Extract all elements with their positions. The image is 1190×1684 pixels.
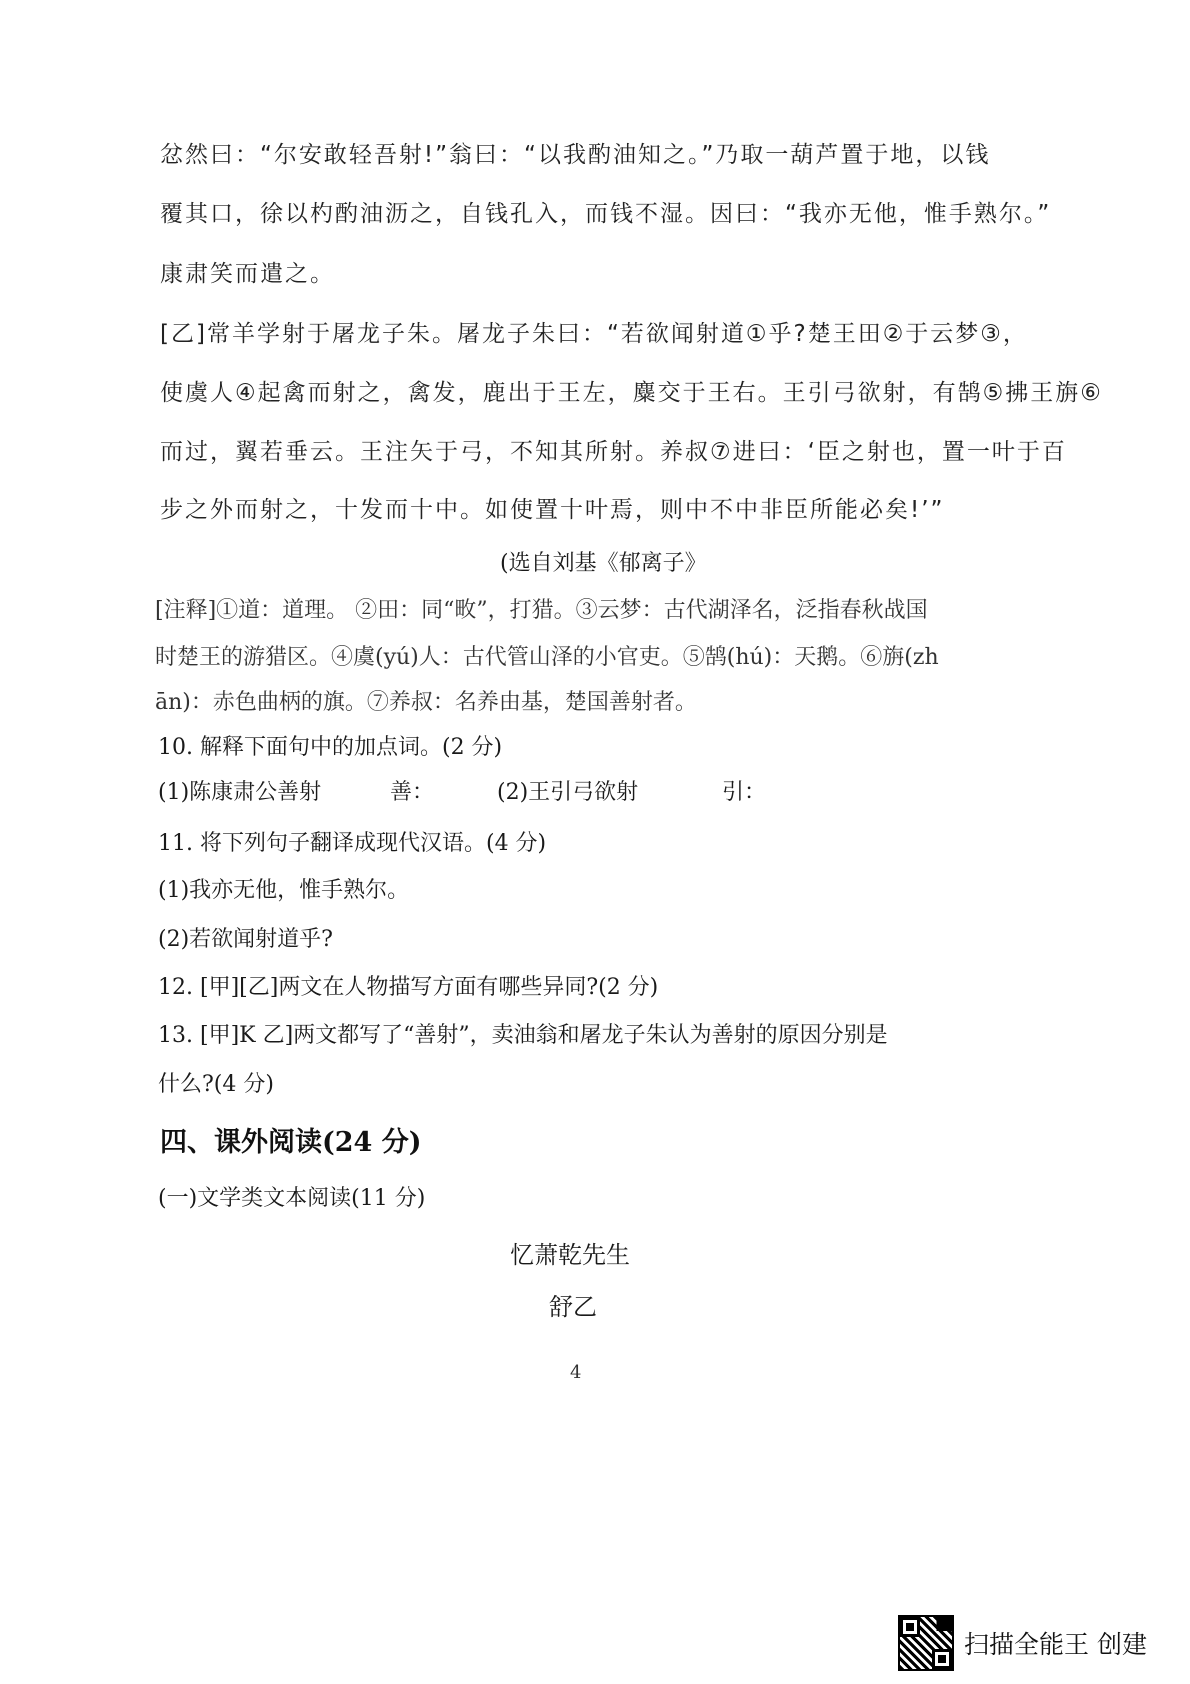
page-number: 4 <box>570 1362 582 1383</box>
question-10: 10. 解释下面句中的加点词。(2 分) <box>158 735 503 760</box>
qr-code-icon <box>898 1615 954 1671</box>
notes-line: ān)：赤色曲柄的旗。⑦养叔：名养由基，楚国善射者。 <box>155 690 697 715</box>
notes-line: [注释]①道：道理。 ②田：同“畋”，打猎。③云梦：古代湖泽名，泛指春秋战国 <box>155 598 928 623</box>
text-line: 忿然曰：“尔安敢轻吾射!”翁曰：“以我酌油知之。”乃取一葫芦置于地，以钱 <box>160 142 991 168</box>
question-10-blank-2: 引： <box>722 780 767 805</box>
question-10-blank-1: 善： <box>390 780 435 805</box>
text-line: 使虞人④起禽而射之，禽发，鹿出于王左，麋交于王右。王引弓欲射，有鹄⑤拂王旃⑥ <box>160 380 1103 406</box>
question-13-line-2: 什么?(4 分) <box>158 1072 274 1097</box>
text-line: 覆其口，徐以杓酌油沥之，自钱孔入，而钱不湿。因曰：“我亦无他，惟手熟尔。” <box>160 201 1052 227</box>
article-title: 忆萧乾先生 <box>510 1241 630 1269</box>
notes-line: 时楚王的游猎区。④虞(yú)人：古代管山泽的小官吏。⑤鹄(hú)：天鹅。⑥旃(zh <box>155 645 939 670</box>
scanner-watermark <box>898 1614 1147 1672</box>
question-13-line-1: 13. [甲]K 乙]两文都写了“善射”，卖油翁和屠龙子朱认为善射的原因分别是 <box>158 1023 888 1048</box>
question-10-item-2: (2)王引弓欲射 <box>497 780 639 805</box>
text-line: 康肃笑而遣之。 <box>160 261 335 287</box>
text-line: 步之外而射之，十发而十中。如使置十叶焉，则中不中非臣所能必矣!’” <box>160 497 945 523</box>
article-author: 舒乙 <box>549 1293 597 1321</box>
section-heading: 四、课外阅读(24 分) <box>160 1127 422 1158</box>
text-line: 而过，翼若垂云。王注矢于弓，不知其所射。养叔⑦进曰：‘臣之射也，置一叶于百 <box>160 439 1067 465</box>
watermark-text: 扫描全能王 创建 <box>964 1630 1147 1659</box>
question-11-item-1: (1)我亦无他，惟手熟尔。 <box>158 878 410 903</box>
question-11-item-2: (2)若欲闻射道乎? <box>158 927 333 952</box>
subsection-heading: (一)文学类文本阅读(11 分) <box>158 1186 426 1211</box>
source-citation: (选自刘基《郁离子》 <box>500 551 707 576</box>
question-10-item-1: (1)陈康肃公善射 <box>158 780 322 805</box>
question-12: 12. [甲][乙]两文在人物描写方面有哪些异同?(2 分) <box>158 975 659 1000</box>
question-11: 11. 将下列句子翻译成现代汉语。(4 分) <box>158 831 547 856</box>
text-line: [乙]常羊学射于屠龙子朱。屠龙子朱曰：“若欲闻射道①乎?楚王田②于云梦③， <box>160 321 1028 347</box>
